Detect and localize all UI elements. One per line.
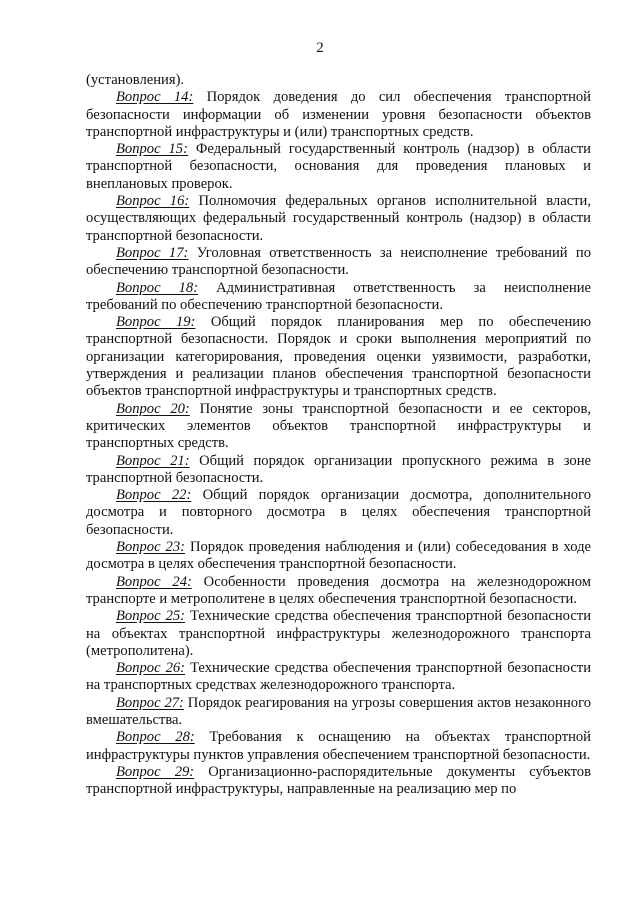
question-text: Требования к оснащению на объектах транспортной инфраструктуры пунктов управления обеспечением транспортной безопасности. (86, 729, 591, 763)
question-text: Общий порядок планирования мер по обеспечению транспортной безопасности. Порядок и сроки выполнения мероприятий по организации категорирования, проведения оценки уязвимости, разработки, утверждения и реализации планов обеспечения транспортной безопасности объектов транспортной инфраструктуры и транспортных средств. (86, 314, 591, 400)
question-label: Вопрос 23: (116, 539, 185, 556)
question-paragraph (86, 764, 591, 799)
question-label: Вопрос 17: (116, 244, 189, 261)
question-label: Вопрос 21: (116, 452, 190, 469)
question-paragraph (86, 729, 591, 764)
question-paragraph (86, 608, 591, 660)
question-label: Вопрос 25: (116, 608, 186, 625)
question-paragraph (86, 245, 591, 280)
question-text: Полномочия федеральных органов исполнительной власти, осуществляющих федеральный государственный контроль (надзор) в области транспортной безопасности. (86, 193, 592, 244)
question-label: Вопрос 16: (116, 193, 190, 210)
question-paragraph (86, 401, 591, 453)
question-paragraph (86, 453, 591, 488)
question-text: Общий порядок организации досмотра, дополнительного досмотра и повторного досмотра в целях обеспечения транспортной безопасности. (86, 487, 592, 538)
page-number: 2 (316, 40, 324, 56)
question-label: Вопрос 28: (116, 729, 195, 746)
question-text: Особенности проведения досмотра на железнодорожном транспорте и метрополитене в целях обеспечения транспортной безопасности. (86, 573, 591, 607)
question-text: Организационно-распорядительные документы субъектов транспортной инфраструктуры, направленные на реализацию мер по (86, 763, 591, 798)
question-paragraph (86, 280, 591, 315)
question-label: Вопрос 26: (116, 660, 186, 677)
question-text: Технические средства обеспечения транспортной безопасности на транспортных средствах железнодорожного транспорта. (86, 660, 592, 694)
question-text: Порядок доведения до сил обеспечения транспортной безопасности информации об изменении уровня безопасности объектов транспортной инфраструктуры и (или) транспортных средств. (86, 89, 591, 140)
question-paragraph (86, 141, 591, 193)
question-label: Вопрос 18: (116, 279, 199, 296)
question-paragraph (86, 695, 591, 730)
question-label: Вопрос 22: (116, 487, 192, 504)
question-paragraph (86, 660, 591, 695)
document-body (86, 72, 591, 798)
question-text: Понятие зоны транспортной безопасности и ее секторов, критических элементов объектов транспортной инфраструктуры и транспортных средств. (86, 400, 591, 452)
continuation-text: (установления). (86, 72, 185, 88)
question-paragraph (86, 314, 591, 400)
question-text: Уголовная ответственность за неисполнение требований по обеспечению транспортной безопасности. (86, 244, 591, 279)
question-label: Вопрос 27: (116, 694, 184, 711)
question-paragraph (86, 539, 591, 574)
question-paragraph (86, 487, 591, 539)
question-label: Вопрос 15: (116, 141, 188, 158)
question-paragraph (86, 193, 591, 245)
question-text: Технические средства обеспечения транспортной безопасности на объектах транспортной инфраструктуры железнодорожного транспорта (метрополитена). (86, 608, 592, 659)
question-paragraph (86, 574, 591, 609)
question-text: Административная ответственность за неисполнение требований по обеспечению транспортной безопасности. (86, 279, 592, 313)
question-label: Вопрос 24: (116, 573, 192, 590)
question-text: Общий порядок организации пропускного режима в зоне транспортной безопасности. (86, 452, 591, 486)
question-text: Федеральный государственный контроль (надзор) в области транспортной безопасности, основания для проведения плановых и внеплановых проверок. (86, 141, 591, 192)
question-label: Вопрос 19: (116, 314, 196, 331)
question-label: Вопрос 29: (116, 763, 195, 780)
question-label: Вопрос 14: (116, 89, 194, 106)
question-text: Порядок проведения наблюдения и (или) собеседования в ходе досмотра в целях обеспечения транспортной безопасности. (86, 539, 591, 573)
question-text: Порядок реагирования на угрозы совершения актов незаконного вмешательства. (86, 694, 592, 728)
question-paragraph (86, 89, 591, 141)
question-label: Вопрос 20: (116, 400, 190, 417)
